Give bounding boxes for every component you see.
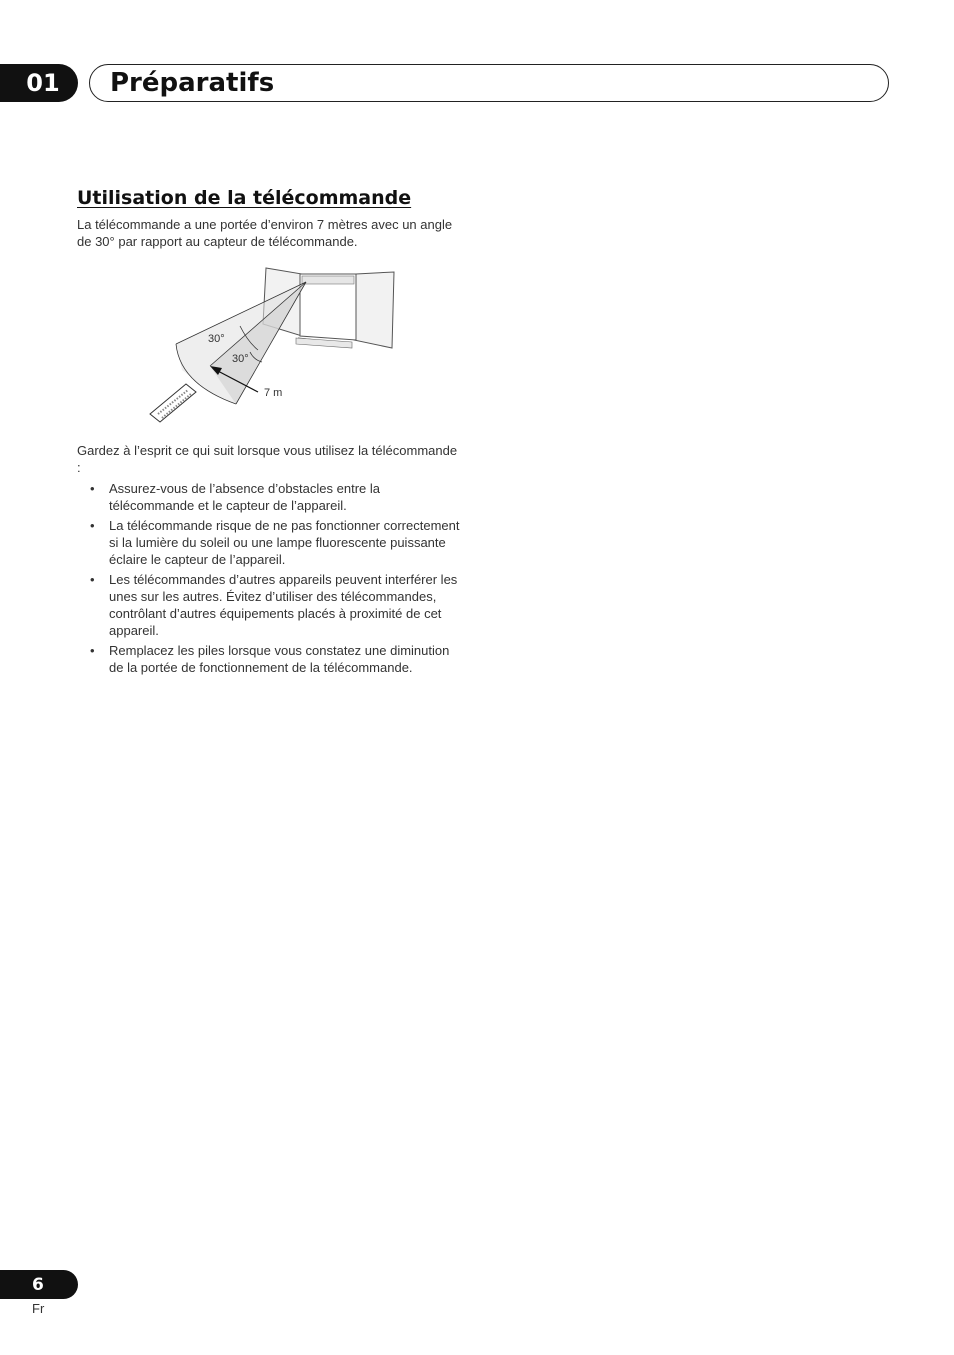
chapter-title-box (89, 64, 889, 102)
distance-label: 7 m (264, 387, 283, 399)
bullet-list (77, 480, 467, 679)
chapter-title: Préparatifs (110, 68, 275, 98)
chapter-number-tab (0, 64, 78, 102)
page-number-tab (0, 1270, 78, 1299)
angle-label-lower: 30° (232, 353, 249, 365)
lead-paragraph: Gardez à l’esprit ce qui suit lorsque vous utilisez la télécommande : (77, 443, 458, 475)
list-item: • Les télécommandes d’autres appareils peuvent interférer les unes sur les autres. Évitez d’utiliser des télécommandes, contrôlant d’autres équipements placés à proximité de cet appareil. (77, 571, 467, 639)
language-code: Fr (32, 1301, 45, 1316)
chapter-number: 01 (26, 69, 60, 97)
sensor-beam (176, 282, 306, 404)
list-item: • La télécommande risque de ne pas fonctionner correctement si la lumière du soleil ou une lampe fluorescente puissante éclaire le capteur de l’appareil. (77, 517, 467, 568)
remote-range-diagram (140, 262, 400, 428)
remote-control-illustration (150, 384, 196, 422)
list-item: • Remplacez les piles lorsque vous constatez une diminution de la portée de fonctionnement de la télécommande. (77, 642, 467, 676)
page-number: 6 (32, 1274, 44, 1295)
intro-paragraph: La télécommande a une portée d’environ 7 mètres avec un angle de 30° par rapport au capteur de télécommande. (77, 217, 453, 249)
section-heading: Utilisation de la télécommande (77, 187, 412, 209)
list-item: • Assurez-vous de l’absence d’obstacles entre la télécommande et le capteur de l’appareil. (77, 480, 467, 514)
angle-label-upper: 30° (208, 333, 225, 345)
